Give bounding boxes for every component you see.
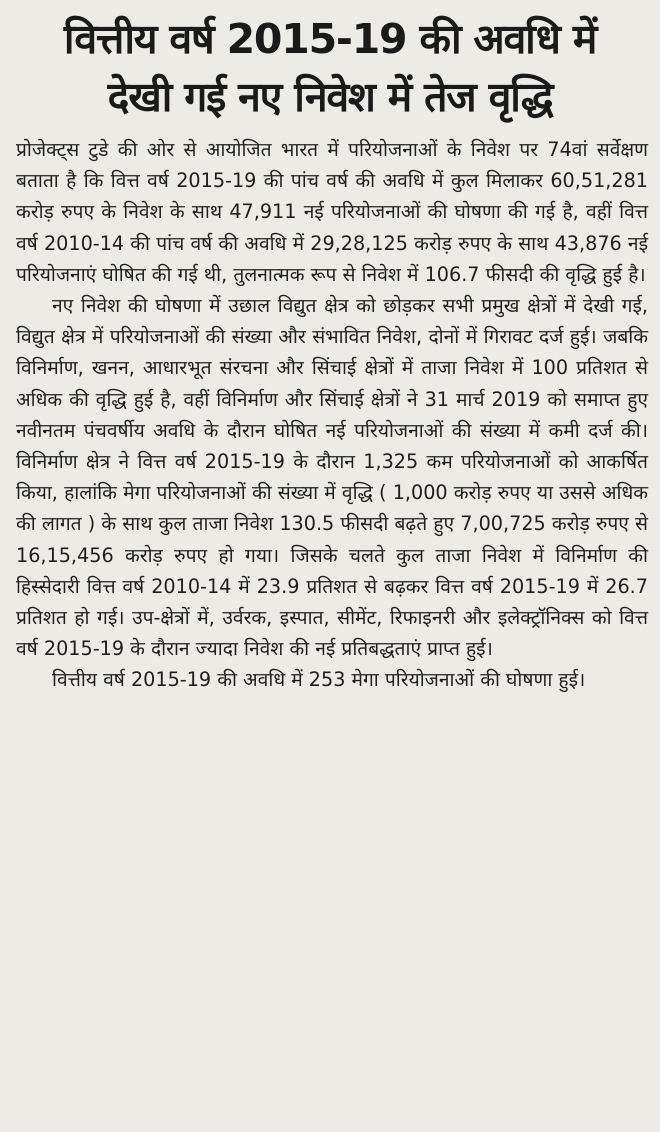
article-body (0, 126, 660, 696)
headline-line-1: वित्तीय वर्ष 2015-19 की अवधि में (63, 15, 597, 63)
article-paragraph-2: नए निवेश की घोषणा में उछाल विद्युत क्षेत्र को छोड़कर सभी प्रमुख क्षेत्रों में देखी गई, विद्युत क्षेत्र में परियोजनाओं की संख्या और संभावित निवेश, दोनों में गिरावट दर्ज हुई। जबकि विनिर्माण, खनन, आधारभूत संरचना और सिंचाई क्षेत्रों में ताजा निवेश में 100 प्रतिशत से अधिक की वृद्धि हुई है, वहीं विनिर्माण और सिंचाई क्षेत्रों ने 31 मार्च 2019 को समाप्त हुए नवीनतम पंचवर्षीय अवधि के दौरान घोषित नई परियोजनाओं की संख्या में कमी दर्ज की। विनिर्माण क्षेत्र ने वित्त वर्ष 2015-19 के दौरान 1,325 कम परियोजनाओं को आकर्षित किया, हालांकि मेगा परियोजनाओं की संख्या में वृद्धि ( 1,000 करोड़ रुपए या उससे अधिक की लागत ) के साथ कुल ताजा निवेश 130.5 फीसदी बढ़ते हुए 7,00,725 करोड़ रुपए से 16,15,456 करोड़ रुपए हो गया। जिसके चलते कुल ताजा निवेश में विनिर्माण की हिस्सेदारी वित्त वर्ष 2010-14 में 23.9 प्रतिशत से बढ़कर वित्त वर्ष 2015-19 में 26.7 प्रतिशत हो गई। उप-क्षेत्रों में, उर्वरक, इस्पात, सीमेंट, रिफाइनरी और इलेक्ट्रॉनिक्स को वित्त वर्ष 2015-19 के दौरान ज्यादा निवेश की नई प्रतिबद्धताएं प्राप्त हुई। (16, 294, 648, 661)
headline-line-2: देखी गई नए निवेश में तेज वृद्धि (107, 73, 553, 121)
article-paragraph-3: वित्तीय वर्ष 2015-19 की अवधि में 253 मेगा परियोजनाओं की घोषणा हुई। (52, 668, 586, 692)
article-paragraph-1: प्रोजेक्ट्स टुडे की ओर से आयोजित भारत में परियोजनाओं के निवेश पर 74वां सर्वेक्षण बताता है कि वित्त वर्ष 2015-19 की पांच वर्ष की अवधि में कुल मिलाकर 60,51,281 करोड़ रुपए के निवेश के साथ 47,911 नई परियोजनाओं की घोषणा की गई है, वहीं वित्त वर्ष 2010-14 की पांच वर्ष की अवधि में 29,28,125 करोड़ रुपए के साथ 43,876 नई परियोजनाएं घोषित की गई थी, तुलनात्मक रूप से निवेश में 106.7 फीसदी की वृद्धि हुई है। (16, 138, 648, 286)
headline (0, 0, 660, 126)
